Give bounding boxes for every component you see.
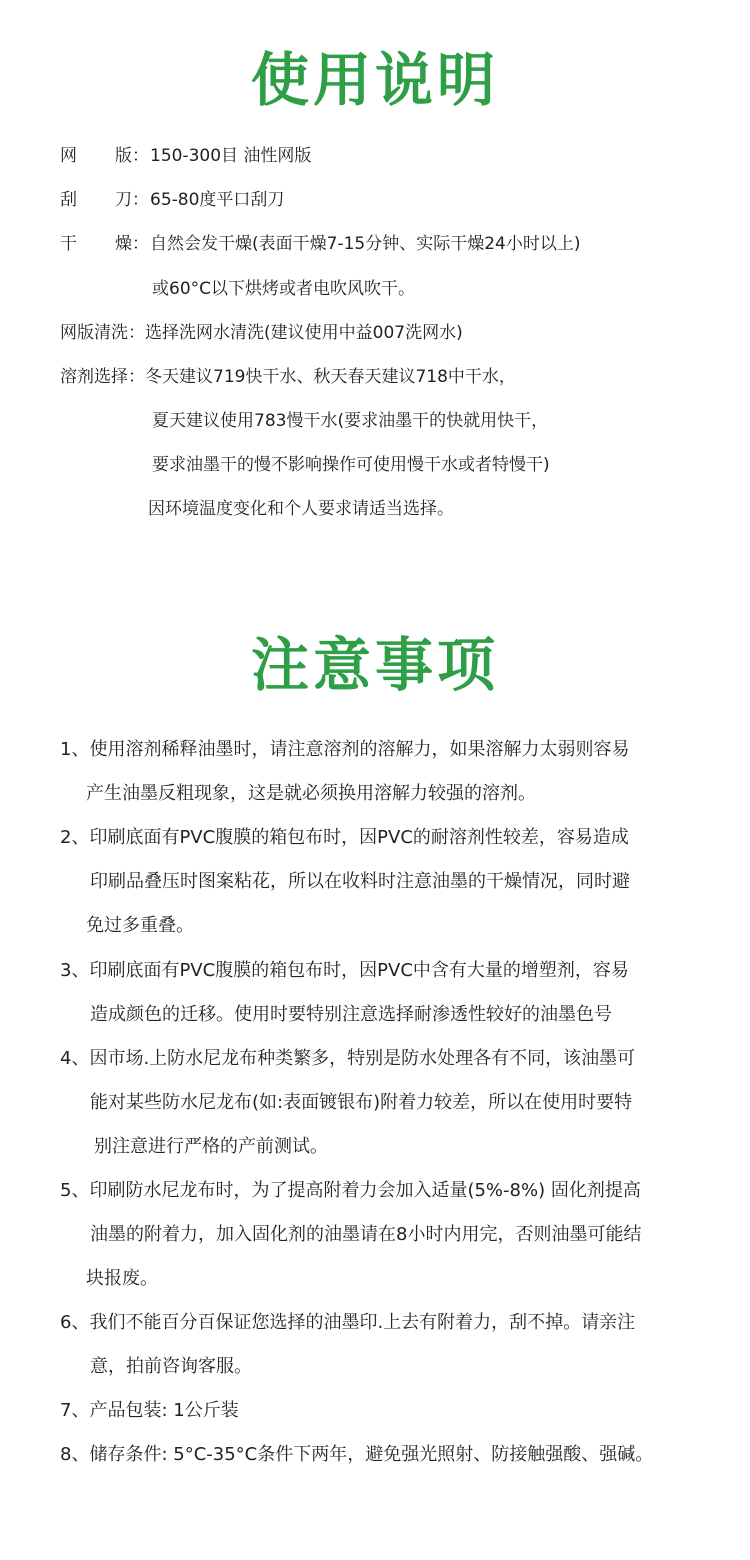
note-line: 产生油墨反粗现象，这是就必须换用溶解力较强的溶剂。	[86, 783, 536, 804]
usage-row-screen	[60, 144, 311, 168]
usage-row-label: 干 燥：	[60, 234, 149, 254]
note-line: 7、产品包装: 1公斤装	[60, 1400, 239, 1421]
note-line: 免过多重叠。	[86, 915, 194, 936]
note-line: 6、我们不能百分百保证您选择的油墨印.上去有附着力，刮不掉。请亲注	[60, 1312, 636, 1333]
usage-row-value: 150-300目 油性网版	[150, 146, 312, 166]
usage-row-value: 65-80度平口刮刀	[150, 190, 285, 210]
note-line: 1、使用溶剂稀释油墨时，请注意溶剂的溶解力，如果溶解力太弱则容易	[60, 739, 630, 760]
usage-drying-continued: 或60°C以下烘烤或者电吹风吹干。	[152, 279, 416, 299]
note-line: 3、印刷底面有PVC腹膜的箱包布时，因PVC中含有大量的增塑剂，容易	[60, 960, 629, 981]
note-line: 别注意进行严格的产前测试。	[94, 1136, 328, 1157]
usage-solvent-line: 夏天建议使用783慢干水(要求油墨干的快就用快干，	[152, 411, 549, 431]
note-line: 块报废。	[86, 1268, 158, 1289]
usage-title: 使用说明	[250, 46, 499, 114]
note-line: 造成颜色的迁移。使用时要特别注意选择耐渗透性较好的油墨色号	[90, 1004, 612, 1025]
usage-row-value: 冬天建议719快干水、秋天春天建议718中干水，	[145, 367, 516, 387]
usage-row-value: 选择洗网水清洗(建议使用中益007洗网水)	[145, 323, 463, 343]
note-line: 能对某些防水尼龙布(如:表面镀银布)附着力较差，所以在使用时要特	[90, 1092, 633, 1113]
notes-title: 注意事项	[250, 631, 499, 699]
usage-solvent-line: 因环境温度变化和个人要求请适当选择。	[148, 499, 454, 519]
note-line: 2、印刷底面有PVC腹膜的箱包布时，因PVC的耐溶剂性较差，容易造成	[60, 827, 629, 848]
usage-row-drying	[60, 232, 580, 256]
usage-row-value: 自然会发干燥(表面干燥7-15分钟、实际干燥24小时以上)	[150, 234, 581, 254]
usage-row-label: 网版清洗：	[60, 323, 145, 343]
usage-solvent-line: 要求油墨干的慢不影响操作可使用慢干水或者特慢干)	[152, 455, 550, 475]
usage-row-squeegee	[60, 188, 284, 212]
usage-row-label: 溶剂选择：	[60, 367, 145, 387]
note-line: 8、储存条件: 5°C-35°C条件下两年，避免强光照射、防接触强酸、强碱。	[60, 1444, 654, 1465]
usage-row-solvent	[60, 365, 516, 389]
note-line: 4、因市场.上防水尼龙布种类繁多，特别是防水处理各有不同，该油墨可	[60, 1048, 636, 1069]
note-line: 意，拍前咨询客服。	[90, 1356, 252, 1377]
usage-row-label: 刮 刀：	[60, 190, 149, 210]
usage-row-cleaning	[60, 321, 463, 345]
note-line: 5、印刷防水尼龙布时，为了提高附着力会加入适量(5%-8%) 固化剂提高	[60, 1180, 641, 1201]
usage-row-label: 网 版：	[60, 146, 149, 166]
note-line: 油墨的附着力，加入固化剂的油墨请在8小时内用完，否则油墨可能结	[90, 1224, 642, 1245]
note-line: 印刷品叠压时图案粘花，所以在收料时注意油墨的干燥情况，同时避	[90, 871, 630, 892]
